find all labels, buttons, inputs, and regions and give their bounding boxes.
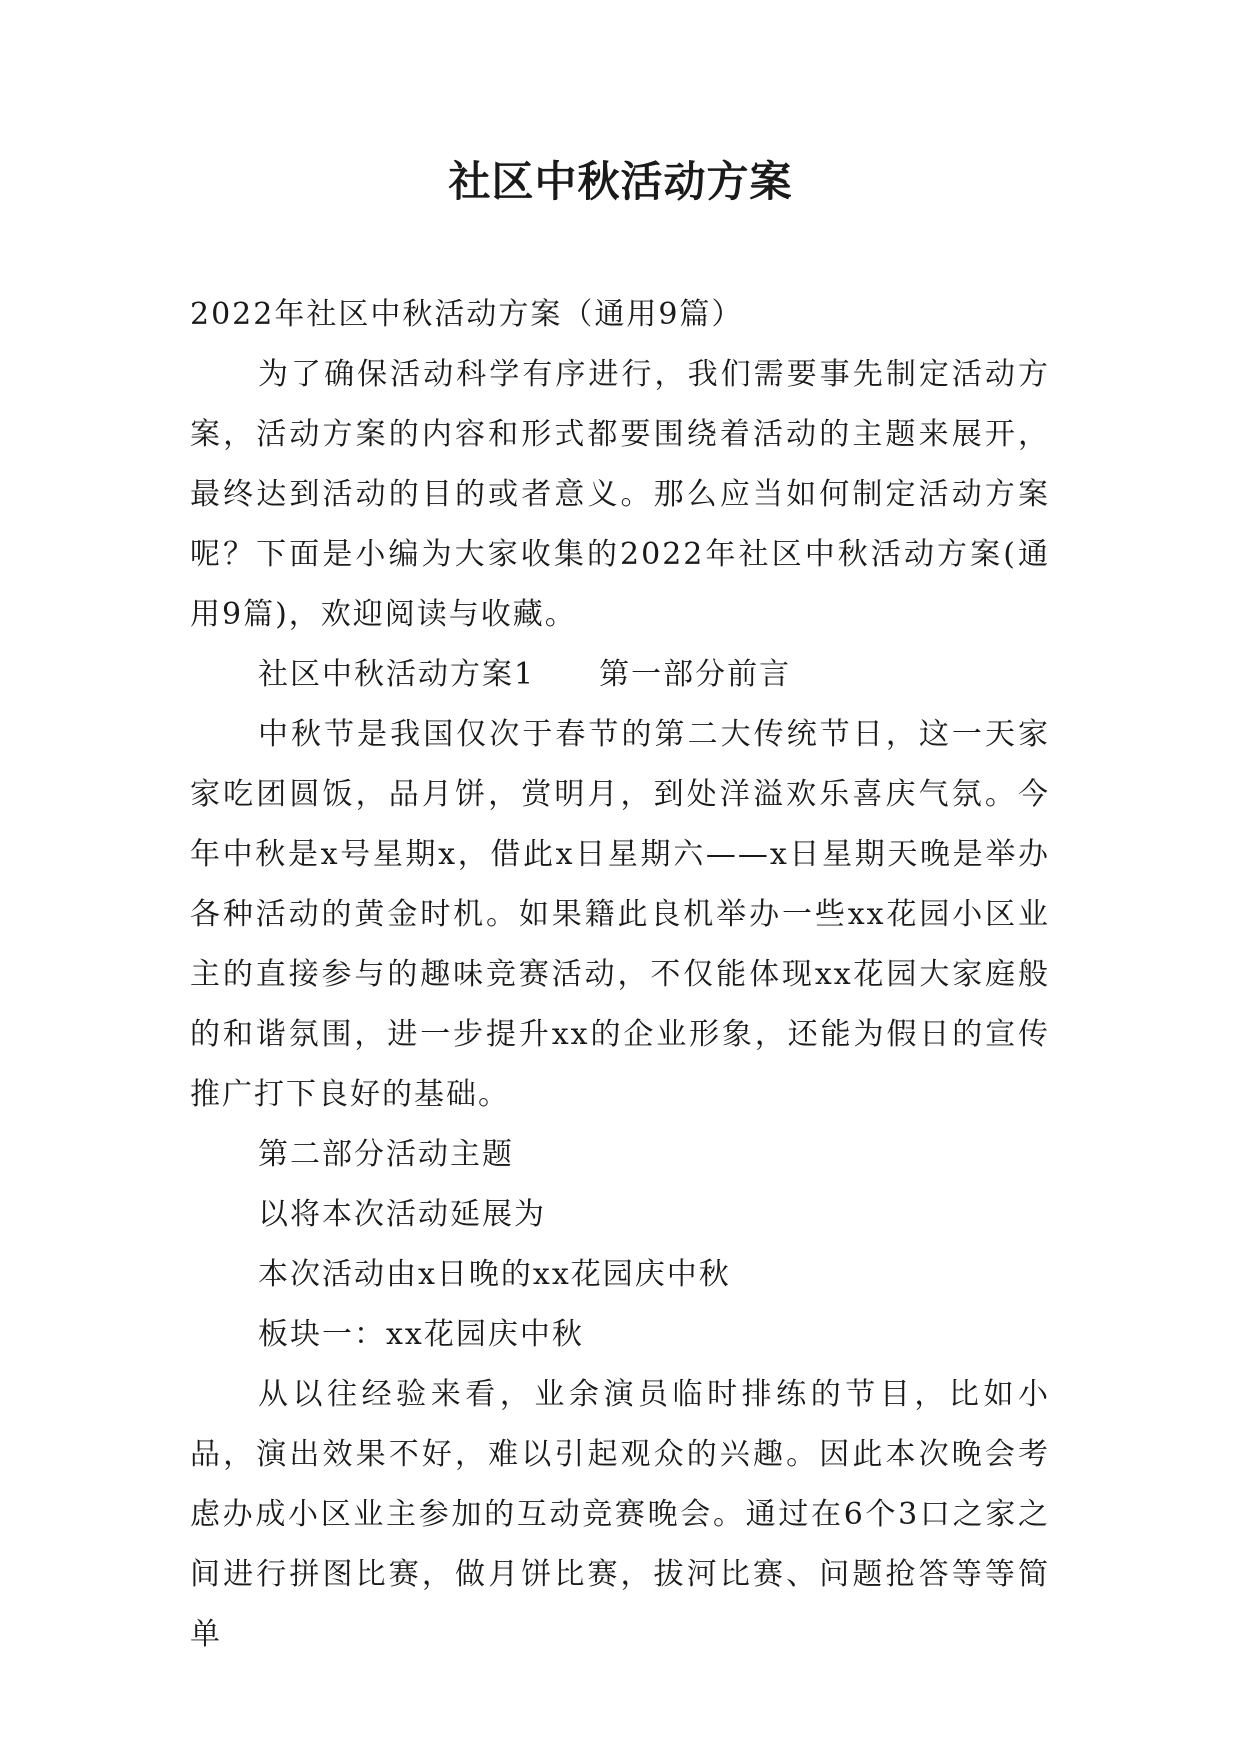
block1-paragraph: 从以往经验来看，业余演员临时排练的节目，比如小品，演出效果不好，难以引起观众的兴趣。因此本次晚会考虑办成小区业主参加的互动竞赛晚会。通过在6个3口之家之间进行拼图比赛，做月饼比赛，拔河比赛、问题抢答等等简单 — [190, 1377, 1050, 1652]
block1-heading: 板块一：xx花园庆中秋 — [258, 1317, 584, 1352]
event-line: 本次活动由x日晚的xx花园庆中秋 — [258, 1257, 731, 1292]
preface-paragraph: 中秋节是我国仅次于春节的第二大传统节日，这一天家家吃团圆饭，品月饼，赏明月，到处洋溢欢乐喜庆气氛。今年中秋是x号星期x，借此x日星期六——x日星期天晚是举办各种活动的黄金时机。如果籍此良机举办一些xx花园小区业主的直接参与的趣味竞赛活动，不仅能体现xx花园大家庭般的和谐氛围，进一步提升xx的企业形象，还能为假日的宣传推广打下良好的基础。 — [190, 717, 1050, 1112]
section-heading-right: 第一部分前言 — [599, 657, 792, 692]
document-subtitle: 2022年社区中秋活动方案（通用9篇） — [190, 297, 744, 332]
part2-heading: 第二部分活动主题 — [258, 1137, 514, 1172]
document-body — [190, 285, 1050, 1665]
section-heading-left: 社区中秋活动方案1 — [258, 657, 536, 692]
extend-line: 以将本次活动延展为 — [258, 1197, 546, 1232]
intro-paragraph: 为了确保活动科学有序进行，我们需要事先制定活动方案，活动方案的内容和形式都要围绕着活动的主题来展开，最终达到活动的目的或者意义。那么应当如何制定活动方案呢？下面是小编为大家收集的2022年社区中秋活动方案(通用9篇)，欢迎阅读与收藏。 — [190, 357, 1050, 632]
section-heading — [190, 645, 1050, 705]
document-title: 社区中秋活动方案 — [448, 157, 793, 206]
